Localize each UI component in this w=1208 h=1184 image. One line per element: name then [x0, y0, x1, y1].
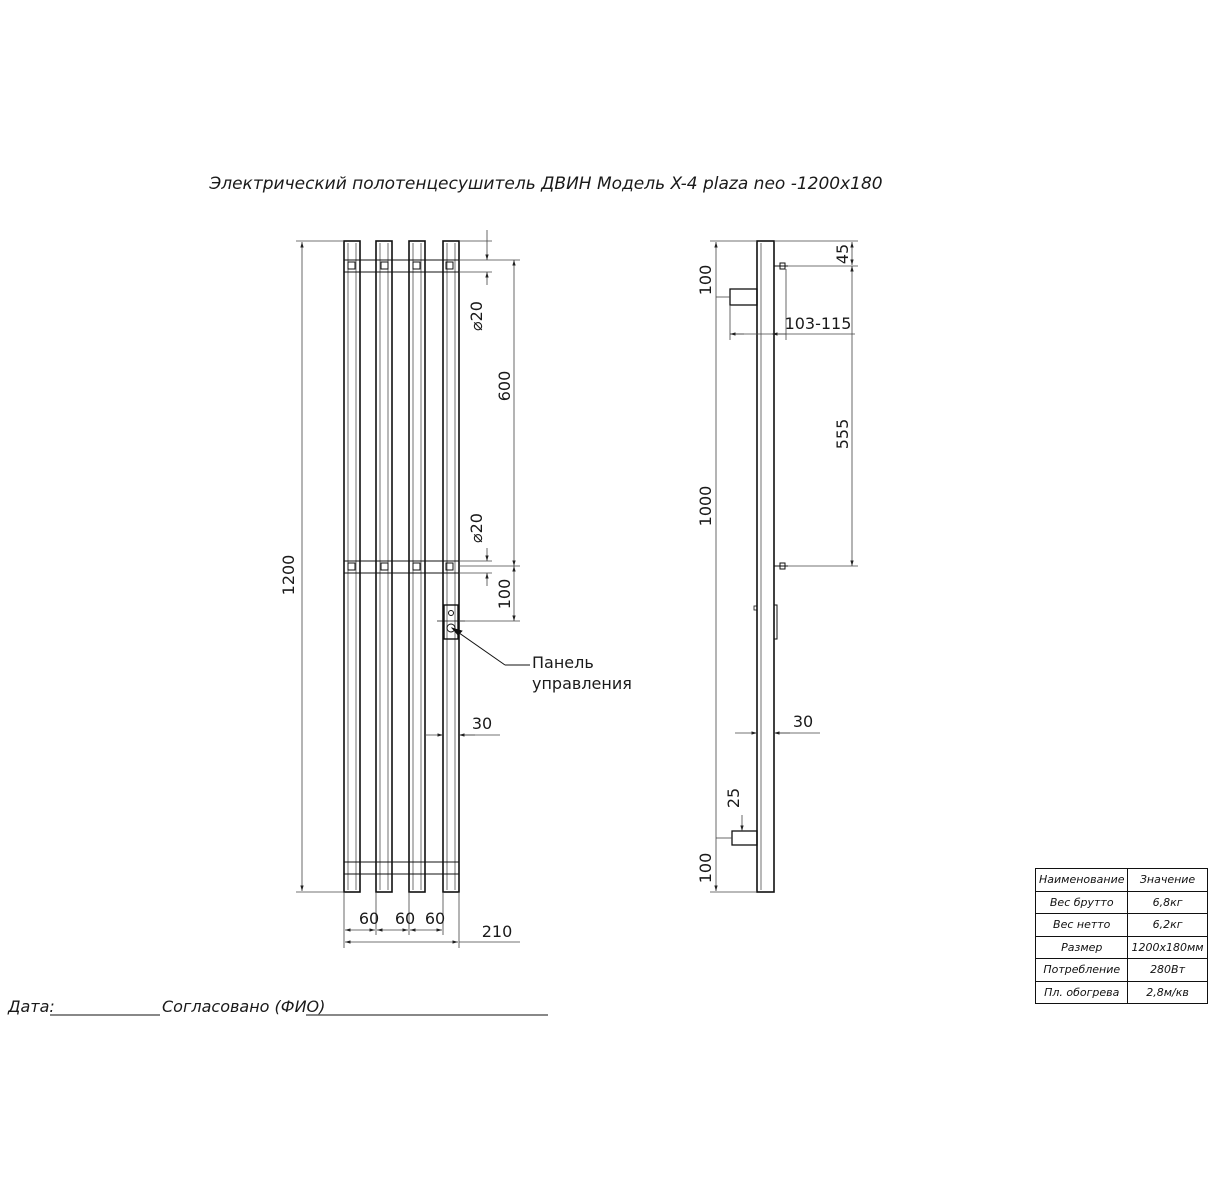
dim-bracket-top: 100 — [696, 264, 715, 296]
dim-bracket-small: 25 — [724, 787, 743, 809]
spec-row-name: Потребление — [1036, 959, 1128, 982]
dim-pipe-dia-mid: ⌀20 — [467, 513, 486, 543]
spec-row-value: 280Вт — [1128, 959, 1207, 982]
spec-row-name: Вес нетто — [1036, 914, 1128, 937]
pipe-1 — [344, 241, 360, 892]
bracket-bottom — [732, 831, 757, 845]
spec-row-value: 6,2кг — [1128, 914, 1207, 937]
dim-width-total: 210 — [481, 922, 513, 941]
dim-spacing-a: 60 — [358, 909, 380, 928]
spec-header-row — [1036, 869, 1208, 892]
spec-header-value: Значение — [1128, 869, 1207, 892]
dim-pipe-depth-side: 30 — [792, 712, 814, 731]
spec-row-name: Вес брутто — [1036, 891, 1128, 914]
bracket-top — [730, 289, 757, 305]
approved-label: Согласовано (ФИО) — [162, 997, 326, 1016]
dim-length: 1000 — [696, 485, 715, 527]
spec-table — [1035, 868, 1208, 1004]
dim-bracket-bottom: 100 — [696, 852, 715, 884]
spec-row-value: 6,8кг — [1128, 891, 1207, 914]
spec-row-value: 1200х180мм — [1128, 936, 1207, 959]
spec-row — [1036, 891, 1208, 914]
dim-pipe-width-front: 30 — [471, 714, 493, 733]
dim-top-offset: 45 — [833, 243, 852, 265]
spec-row-value: 2,8м/кв — [1128, 981, 1207, 1004]
spec-header-name: Наименование — [1036, 869, 1128, 892]
dim-height-total: 1200 — [279, 554, 298, 596]
dim-pipe-dia-top: ⌀20 — [467, 301, 486, 331]
callout-label-line1: Панель — [532, 653, 594, 672]
dim-mount-distance-side: 555 — [833, 418, 852, 450]
spec-row — [1036, 914, 1208, 937]
drawing-title: Электрический полотенцесушитель ДВИН Модель X-4 plaza neo -1200x180 — [209, 174, 883, 194]
spec-row — [1036, 936, 1208, 959]
dim-spacing-c: 60 — [424, 909, 446, 928]
spec-row — [1036, 981, 1208, 1004]
pipe-4 — [443, 241, 459, 892]
dim-spacing-b: 60 — [394, 909, 416, 928]
pipe-3 — [409, 241, 425, 892]
date-label: Дата: — [8, 997, 55, 1016]
spec-row-name: Пл. обогрева — [1036, 981, 1128, 1004]
callout-label-line2: управления — [532, 674, 632, 693]
spec-row — [1036, 959, 1208, 982]
pipe-2 — [376, 241, 392, 892]
front-view — [344, 241, 465, 892]
dim-depth: 103-115 — [784, 314, 852, 333]
dim-panel-offset: 100 — [495, 578, 514, 610]
spec-row-name: Размер — [1036, 936, 1128, 959]
dim-mount-distance-front: 600 — [495, 370, 514, 402]
side-pipe — [757, 241, 774, 892]
